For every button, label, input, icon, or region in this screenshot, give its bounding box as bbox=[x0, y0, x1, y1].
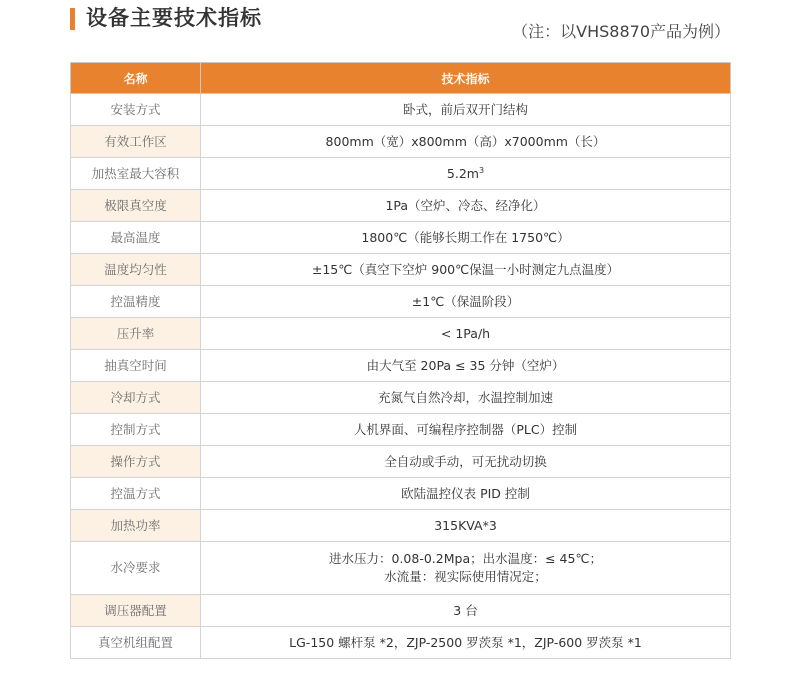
row-value: 1Pa（空炉、冷态、经净化） bbox=[201, 190, 731, 222]
row-name: 有效工作区 bbox=[71, 126, 201, 158]
spec-table bbox=[70, 62, 731, 659]
row-value: 1800℃（能够长期工作在 1750℃） bbox=[201, 222, 731, 254]
title-accent-bar bbox=[70, 8, 75, 30]
row-value: < 1Pa/h bbox=[201, 318, 731, 350]
row-value: 充氮气自然冷却，水温控制加速 bbox=[201, 382, 731, 414]
row-name: 极限真空度 bbox=[71, 190, 201, 222]
row-name: 水冷要求 bbox=[71, 542, 201, 595]
table-row bbox=[71, 158, 731, 190]
table-row bbox=[71, 446, 731, 478]
row-value: 3 台 bbox=[201, 595, 731, 627]
table-row bbox=[71, 595, 731, 627]
row-value: 卧式，前后双开门结构 bbox=[201, 94, 731, 126]
table-row bbox=[71, 542, 731, 595]
row-name: 抽真空时间 bbox=[71, 350, 201, 382]
table-row bbox=[71, 478, 731, 510]
table-header-row bbox=[71, 63, 731, 94]
product-note: （注：以VHS8870产品为例） bbox=[512, 22, 730, 41]
row-value: 315KVA*3 bbox=[201, 510, 731, 542]
row-name: 温度均匀性 bbox=[71, 254, 201, 286]
table-row bbox=[71, 126, 731, 158]
page-title: 设备主要技术指标 bbox=[86, 6, 262, 30]
row-value: 800mm（宽）x800mm（高）x7000mm（长） bbox=[201, 126, 731, 158]
row-value: 由大气至 20Pa ≤ 35 分钟（空炉） bbox=[201, 350, 731, 382]
row-value: ±15℃（真空下空炉 900℃保温一小时测定九点温度） bbox=[201, 254, 731, 286]
water-requirement-line-2: 水流量：视实际使用情况定； bbox=[384, 569, 547, 584]
row-value: 欧陆温控仪表 PID 控制 bbox=[201, 478, 731, 510]
row-value bbox=[201, 158, 731, 190]
table-row bbox=[71, 94, 731, 126]
row-name: 控温精度 bbox=[71, 286, 201, 318]
row-name: 安装方式 bbox=[71, 94, 201, 126]
table-row bbox=[71, 254, 731, 286]
column-header-spec: 技术指标 bbox=[201, 63, 731, 94]
row-name: 加热功率 bbox=[71, 510, 201, 542]
row-name: 冷却方式 bbox=[71, 382, 201, 414]
row-name: 最高温度 bbox=[71, 222, 201, 254]
table-row bbox=[71, 318, 731, 350]
row-value: 全自动或手动，可无扰动切换 bbox=[201, 446, 731, 478]
row-name: 压升率 bbox=[71, 318, 201, 350]
table-row bbox=[71, 627, 731, 659]
volume-value: 5.2m bbox=[446, 165, 479, 181]
row-name: 操作方式 bbox=[71, 446, 201, 478]
water-requirement-line-1: 进水压力：0.08-0.2Mpa；出水温度：≤ 45℃； bbox=[329, 551, 602, 566]
row-value: 人机界面、可编程序控制器（PLC）控制 bbox=[201, 414, 731, 446]
row-name: 加热室最大容积 bbox=[71, 158, 201, 190]
table-row bbox=[71, 414, 731, 446]
table-row bbox=[71, 350, 731, 382]
row-value: ±1℃（保温阶段） bbox=[201, 286, 731, 318]
table-row bbox=[71, 382, 731, 414]
table-row bbox=[71, 286, 731, 318]
table-row bbox=[71, 190, 731, 222]
row-name: 控温方式 bbox=[71, 478, 201, 510]
row-name: 真空机组配置 bbox=[71, 627, 201, 659]
table-row bbox=[71, 222, 731, 254]
table-row bbox=[71, 510, 731, 542]
volume-superscript: 3 bbox=[478, 165, 485, 175]
row-value bbox=[201, 542, 731, 595]
column-header-name: 名称 bbox=[71, 63, 201, 94]
row-name: 控制方式 bbox=[71, 414, 201, 446]
row-name: 调压器配置 bbox=[71, 595, 201, 627]
row-value: LG-150 螺杆泵 *2，ZJP-2500 罗茨泵 *1，ZJP-600 罗茨泵 *1 bbox=[201, 627, 731, 659]
